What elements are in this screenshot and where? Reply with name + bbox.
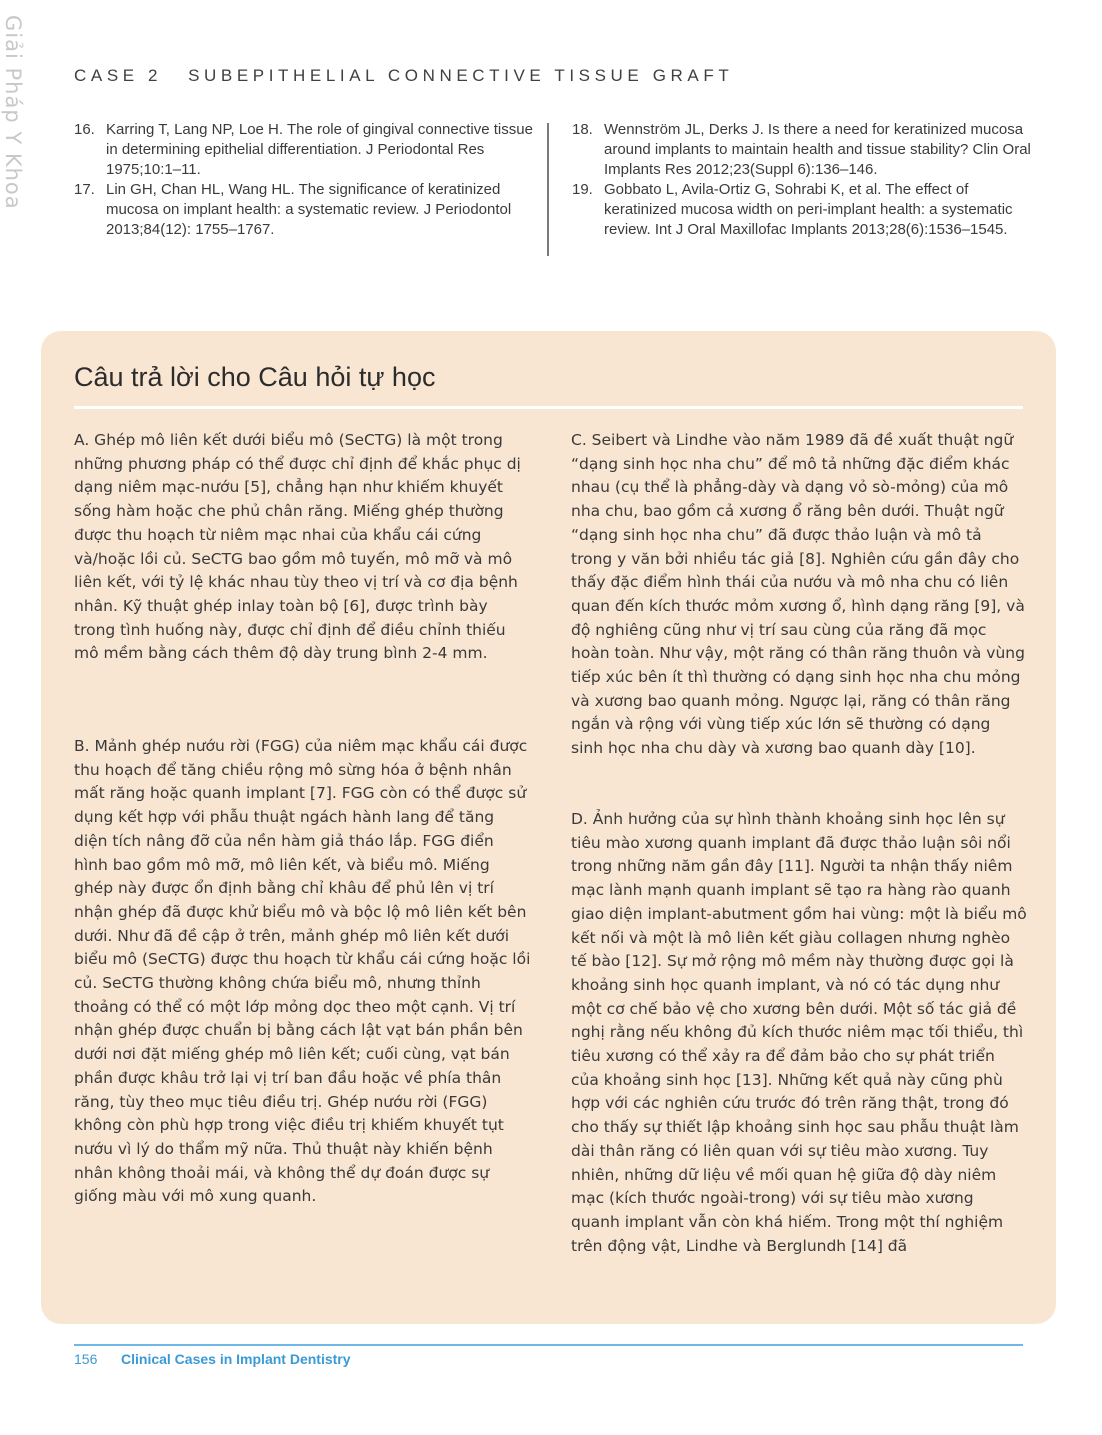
reference-text: Karring T, Lang NP, Loe H. The role of gingival connective tissue in determining epithelial differentiation. J Periodontal Res 1975;10:1–11. — [106, 121, 533, 178]
column-divider — [547, 123, 549, 256]
case-title: SUBEPITHELIAL CONNECTIVE TISSUE GRAFT — [188, 66, 734, 85]
reference-item — [74, 120, 534, 180]
reference-text: Wennström JL, Derks J. Is there a need for keratinized mucosa around implants to maintain health and tissue stability? Clin Oral Implants Res 2012;23(Suppl 6):136–146. — [604, 121, 1031, 178]
answer-a: A. Ghép mô liên kết dưới biểu mô (SeCTG) là một trong những phương pháp có thể được chỉ định để khắc phục dị dạng niêm mạc-nướu [5], chẳng hạn như khiếm khuyết sống hàm hoặc che phủ chân răng. Miếng ghép thường được thu hoạch từ niêm mạc nhai của khẩu cái cứng và/hoặc lồi củ. SeCTG bao gồm mô tuyến, mô mỡ và mô liên kết, với tỷ lệ khác nhau tùy theo vị trí và cơ địa bệnh nhân. Kỹ thuật ghép inlay toàn bộ [6], được trình bày trong tình huống này, được chỉ định để điều chỉnh thiếu mô mềm bằng cách thêm độ dày trung bình 2-4 mm. — [74, 431, 521, 663]
answer-d: D. Ảnh hưởng của sự hình thành khoảng sinh học lên sự tiêu mào xương quanh implant đã được thảo luận sôi nổi trong những năm gần đây [11]. Người ta nhận thấy niêm mạc lành mạnh quanh implant sẽ tạo ra hàng rào quanh giao diện implant-abutment gồm hai vùng: một là biểu mô kết nối và một là mô liên kết giàu collagen nhưng nghèo tế bào [12]. Sự mở rộng mô mềm này thường được gọi là khoảng sinh học quanh implant, và nó có tác dụng như một cơ chế bảo vệ cho xương bên dưới. Một số tác giả đề nghị rằng nếu không đủ kích thước niêm mạc tối thiểu, thì tiêu xương có thể xảy ra để đảm bảo cho sự phát triển của khoảng sinh học [13]. Những kết quả này cũng phù hợp với các nghiên cứu trước đó trên răng thật, trong đó cho thấy sự thiết lập khoảng sinh học sau phẫu thuật làm dài thân răng có liên quan với sự tiêu mào xương. Tuy nhiên, những dữ liệu về mối quan hệ giữa độ dày niêm mạc (kích thước ngoài-trong) với sự tiêu mào xương quanh implant vẫn còn khá hiếm. Trong một thí nghiệm trên động vật, Lindhe và Berglundh [14] đã — [571, 810, 1027, 1255]
answers-title: Câu trả lời cho Câu hỏi tự học — [74, 362, 436, 392]
reference-item — [572, 120, 1032, 180]
reference-item — [572, 180, 1032, 240]
answer-c: C. Seibert và Lindhe vào năm 1989 đã đề xuất thuật ngữ “dạng sinh học nha chu” để mô tả những đặc điểm khác nhau (cụ thể là phẳng-dày và dạng vỏ sò-mỏng) của mô nha chu, bao gồm cả xương ổ răng bên dưới. Thuật ngữ “dạng sinh học nha chu” đã được thảo luận và mô tả trong y văn bởi nhiều tác giả [8]. Nghiên cứu gần đây cho thấy đặc điểm hình thái của nướu và mô nha chu có liên quan đến kích thước mỏm xương ổ, hình dạng răng [9], và độ nghiêng cũng như vị trí sau cùng của răng đã mọc hoàn toàn. Như vậy, một răng có thân răng thuôn và vùng tiếp xúc bên ít thì thường có dạng sinh học nha chu mỏng và xương bao quanh mỏng. Ngược lại, răng có thân răng ngắn và rộng với vùng tiếp xúc lớn sẽ thường có dạng sinh học nha chu dày và xương bao quanh dày [10]. — [571, 431, 1025, 758]
answer-b: B. Mảnh ghép nướu rời (FGG) của niêm mạc khẩu cái được thu hoạch để tăng chiều rộng mô sừng hóa ở bệnh nhân mất răng hoặc quanh implant [7]. FGG còn có thể được sử dụng kết hợp với phẫu thuật ngách hành lang để tăng diện tích nâng đỡ của nền hàm giả tháo lắp. FGG điển hình bao gồm mô mỡ, mô liên kết, và biểu mô. Miếng ghép này được ổn định bằng chỉ khâu để phủ lên vị trí nhận ghép đã được khử biểu mô và bộc lộ mô liên kết bên dưới. Như đã đề cập ở trên, mảnh ghép mô liên kết dưới biểu mô (SeCTG) được thu hoạch từ khẩu cái cứng hoặc lồi củ. SeCTG thường không chứa biểu mô, nhưng thỉnh thoảng có thể có một lớp mỏng dọc theo một cạnh. Vị trí nhận ghép được chuẩn bị bằng cách lật vạt bán phần bên dưới nơi đặt miếng ghép mô liên kết; cuối cùng, vạt bán phần được khâu trở lại vị trí ban đầu hoặc về phía thân răng, tùy theo mục tiêu điều trị. Ghép nướu rời (FGG) không còn phù hợp trong việc điều trị khiếm khuyết tụt nướu vì lý do thẩm mỹ nữa. Thủ thuật này khiến bệnh nhân không thoải mái, và không thể dự đoán được sự giống màu với mô xung quanh. — [74, 737, 531, 1206]
references-left — [74, 120, 534, 240]
footer-rule — [74, 1344, 1023, 1346]
reference-text: Gobbato L, Avila-Ortiz G, Sohrabi K, et al. The effect of keratinized mucosa width on peri-implant health: a systematic review. Int J Oral Maxillofac Implants 2013;28(6):1536–1545. — [604, 181, 1013, 238]
running-header — [74, 66, 733, 86]
case-label: CASE 2 — [74, 66, 163, 85]
reference-number: 16. — [74, 121, 95, 138]
reference-number: 17. — [74, 181, 95, 198]
reference-number: 19. — [572, 181, 593, 198]
book-title: Clinical Cases in Implant Dentistry — [121, 1351, 351, 1367]
reference-text: Lin GH, Chan HL, Wang HL. The significance of keratinized mucosa on implant health: a systematic review. J Periodontol 2013;84(12): 1755–1767. — [106, 181, 512, 238]
reference-number: 18. — [572, 121, 593, 138]
page-number: 156 — [74, 1351, 98, 1367]
reference-item — [74, 180, 534, 240]
references-right — [572, 120, 1032, 240]
title-rule — [74, 406, 1023, 409]
watermark: Giải Pháp Y Khoa — [1, 15, 25, 210]
